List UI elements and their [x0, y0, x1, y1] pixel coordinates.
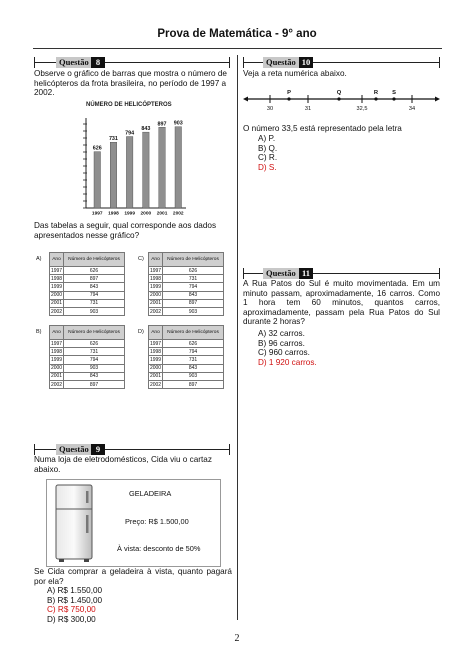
tick-label: 31 — [304, 106, 312, 112]
table-cell: 897 — [64, 380, 125, 388]
table-cell: 1998 — [50, 348, 63, 355]
table-cell: 903 — [163, 307, 224, 315]
question-number: 11 — [299, 268, 313, 279]
table-d-label: D) — [138, 329, 144, 335]
question-label: Questão — [56, 444, 92, 455]
x-tick-label: 1997 — [91, 211, 103, 217]
x-tick-label: 2000 — [140, 211, 152, 217]
table-cell: 2002 — [50, 381, 63, 388]
table-row — [50, 356, 125, 364]
question-number: 10 — [299, 57, 313, 68]
left-arrow-icon — [243, 97, 248, 102]
question-11-options — [258, 329, 317, 367]
question-10-header — [243, 57, 440, 68]
bar-2000 — [143, 132, 150, 208]
table-cell: 794 — [64, 291, 125, 299]
table-row — [50, 380, 125, 388]
x-tick-label: 2001 — [156, 211, 168, 217]
table-cell: 1997 — [50, 340, 63, 347]
table-row — [149, 307, 224, 315]
column-header-count: Número de Helicópteros — [163, 253, 224, 267]
table-cell: 843 — [163, 364, 224, 372]
point-marker — [337, 97, 340, 100]
header-divider — [33, 48, 442, 49]
table-row — [149, 340, 224, 348]
option-c[interactable]: C) R$ 750,00 — [47, 605, 96, 615]
question-11-header — [243, 268, 440, 279]
table-cell: 1999 — [50, 283, 63, 290]
table-cell: 2000 — [149, 365, 162, 372]
table-row — [50, 348, 125, 356]
question-label: Questão — [263, 57, 299, 68]
option-b[interactable]: B) R$ 1.450,00 — [47, 595, 103, 605]
table-cell: 794 — [163, 283, 224, 291]
option-d[interactable]: D) 1 920 carros. — [258, 357, 317, 367]
column-header-year: Ano — [50, 326, 64, 340]
bar-1997 — [94, 152, 101, 208]
question-11-text: A Rua Patos do Sul é muito movimentada. Em um minuto passam, aproximadamente, 16 carros. Como 1 hora tem 60 minutos, quantos carros, aproximadamente, passam pela Rua Patos do Sul durante 2 horas? — [243, 279, 440, 327]
page-number: 2 — [234, 633, 240, 644]
column-header-count: Número de Helicópteros — [163, 326, 224, 340]
table-cell: 2001 — [149, 373, 162, 380]
column-header-count: Número de Helicópteros — [64, 326, 125, 340]
table-row — [50, 275, 125, 283]
poster-heading: GELADEIRA — [129, 489, 172, 498]
tick-label: 30 — [266, 106, 274, 112]
table-cell: 897 — [163, 380, 224, 388]
table-cell: 731 — [163, 356, 224, 364]
option-a[interactable]: A) P. — [258, 134, 276, 143]
page-title: Prova de Matemática - 9° ano — [157, 28, 317, 40]
point-letter: Q — [336, 90, 342, 96]
table-cell: 2002 — [149, 381, 162, 388]
point-marker — [374, 97, 377, 100]
table-cell: 2000 — [50, 292, 63, 299]
option-a[interactable]: A) R$ 1.550,00 — [47, 586, 103, 595]
table-cell: 1998 — [149, 348, 162, 355]
bar-1999 — [126, 137, 132, 208]
table-row — [149, 380, 224, 388]
table-cell: 2002 — [50, 308, 63, 315]
option-c[interactable]: C) R. — [258, 153, 278, 163]
x-tick-label: 2002 — [172, 211, 184, 217]
question-9-options — [47, 586, 102, 624]
table-b — [49, 325, 125, 389]
bar-value-label: 903 — [173, 120, 183, 127]
table-cell: 1997 — [149, 267, 162, 274]
question-8-header — [34, 57, 230, 68]
question-9-question: Se Cida comprar a geladeira à vista, quanto pagará por ela? — [34, 567, 232, 586]
bar-2002 — [175, 127, 182, 208]
table-row — [149, 275, 224, 283]
column-divider — [237, 55, 238, 620]
table-row — [149, 283, 224, 291]
table-cell: 2000 — [50, 365, 63, 372]
bar-value-label: 794 — [125, 130, 135, 137]
option-c[interactable]: C) 960 carros. — [258, 348, 310, 358]
option-d[interactable]: D) R$ 300,00 — [47, 614, 96, 624]
table-cell: 1998 — [50, 275, 63, 282]
option-a[interactable]: A) 32 carros. — [258, 329, 305, 338]
table-cell: 1997 — [50, 267, 63, 274]
table-cell: 1998 — [149, 275, 162, 282]
bar-value-label: 626 — [92, 145, 102, 152]
table-row — [50, 364, 125, 372]
table-b-label: B) — [36, 329, 42, 335]
table-cell: 626 — [163, 267, 224, 275]
point-marker — [287, 97, 290, 100]
table-cell: 2000 — [149, 292, 162, 299]
bar-value-label: 897 — [157, 121, 167, 128]
option-d[interactable]: D) S. — [258, 162, 277, 172]
question-10-question: O número 33,5 está representado pela letra — [243, 124, 402, 133]
bar-value-label: 731 — [108, 136, 118, 143]
table-cell: 794 — [163, 348, 224, 356]
question-label: Questão — [56, 57, 92, 68]
x-tick-label: 1998 — [108, 211, 119, 217]
tick-label: 34 — [408, 106, 416, 112]
helicopter-bar-chart — [74, 98, 192, 218]
bar-value-label: 843 — [141, 126, 151, 133]
table-cell: 731 — [64, 348, 125, 356]
table-cell: 731 — [163, 275, 224, 283]
table-cell: 1999 — [149, 283, 162, 290]
question-10-options — [258, 134, 277, 172]
table-row — [50, 299, 125, 307]
poster-price: Preço: R$ 1.500,00 — [125, 517, 189, 526]
table-row — [50, 372, 125, 380]
table-cell: 2002 — [149, 308, 162, 315]
table-row — [50, 291, 125, 299]
table-row — [149, 299, 224, 307]
column-header-year: Ano — [50, 253, 64, 267]
table-row — [149, 267, 224, 275]
table-cell: 1999 — [50, 356, 63, 363]
table-cell: 626 — [64, 340, 125, 348]
table-row — [50, 307, 125, 315]
table-row — [149, 372, 224, 380]
table-cell: 897 — [163, 299, 224, 307]
table-cell: 2001 — [50, 300, 63, 307]
bar-1998 — [110, 142, 117, 208]
table-row — [50, 267, 125, 275]
chart-title: NÚMERO DE HELICÓPTEROS — [86, 102, 172, 108]
point-marker — [392, 97, 395, 100]
table-cell: 903 — [64, 307, 125, 315]
question-number: 9 — [91, 444, 105, 455]
table-cell: 903 — [163, 372, 224, 380]
table-cell: 2001 — [50, 373, 63, 380]
question-8-question: Das tabelas a seguir, qual corresponde aos dados apresentados nesse gráfico? — [34, 221, 217, 240]
number-line — [242, 88, 442, 114]
column-header-count: Número de Helicópteros — [64, 253, 125, 267]
table-cell: 843 — [64, 283, 125, 291]
table-cell: 2001 — [149, 300, 162, 307]
x-tick-label: 1999 — [124, 211, 135, 217]
question-label: Questão — [263, 268, 299, 279]
table-a — [49, 252, 125, 316]
question-10-text: Veja a reta numérica abaixo. — [243, 69, 347, 78]
table-row — [149, 291, 224, 299]
point-letter: S — [392, 90, 396, 96]
tick-label: 32,5 — [356, 106, 368, 112]
poster-discount: À vista: desconto de 50% — [117, 544, 201, 553]
table-cell: 794 — [64, 356, 125, 364]
table-a-label: A) — [36, 256, 42, 262]
table-row — [50, 340, 125, 348]
table-cell: 626 — [64, 267, 125, 275]
table-c-label: C) — [138, 256, 144, 262]
point-letter: R — [373, 90, 379, 96]
table-c — [148, 252, 224, 316]
option-b[interactable]: B) Q. — [258, 143, 278, 153]
table-cell: 731 — [64, 299, 125, 307]
column-header-year: Ano — [149, 253, 163, 267]
table-cell: 626 — [163, 340, 224, 348]
right-arrow-icon — [435, 97, 440, 102]
option-b[interactable]: B) 96 carros. — [258, 338, 305, 348]
table-cell: 897 — [64, 275, 125, 283]
question-9-text: Numa loja de eletrodomésticos, Cida viu o cartaz abaixo. — [34, 455, 212, 474]
question-number: 8 — [91, 57, 105, 68]
column-header-year: Ano — [149, 326, 163, 340]
table-row — [149, 348, 224, 356]
question-9-header — [34, 444, 230, 455]
table-row — [149, 364, 224, 372]
table-d — [148, 325, 224, 389]
question-8-text: Observe o gráfico de barras que mostra o número de helicópteros da frota brasileira, no período de 1997 a 2002. — [34, 69, 227, 98]
table-cell: 1999 — [149, 356, 162, 363]
point-letter: P — [287, 90, 291, 96]
table-cell: 843 — [163, 291, 224, 299]
table-cell: 1997 — [149, 340, 162, 347]
table-row — [50, 283, 125, 291]
refrigerator-icon — [53, 483, 97, 563]
bar-2001 — [159, 127, 166, 208]
table-cell: 843 — [64, 372, 125, 380]
refrigerator-poster — [46, 479, 221, 567]
table-row — [149, 356, 224, 364]
table-cell: 903 — [64, 364, 125, 372]
